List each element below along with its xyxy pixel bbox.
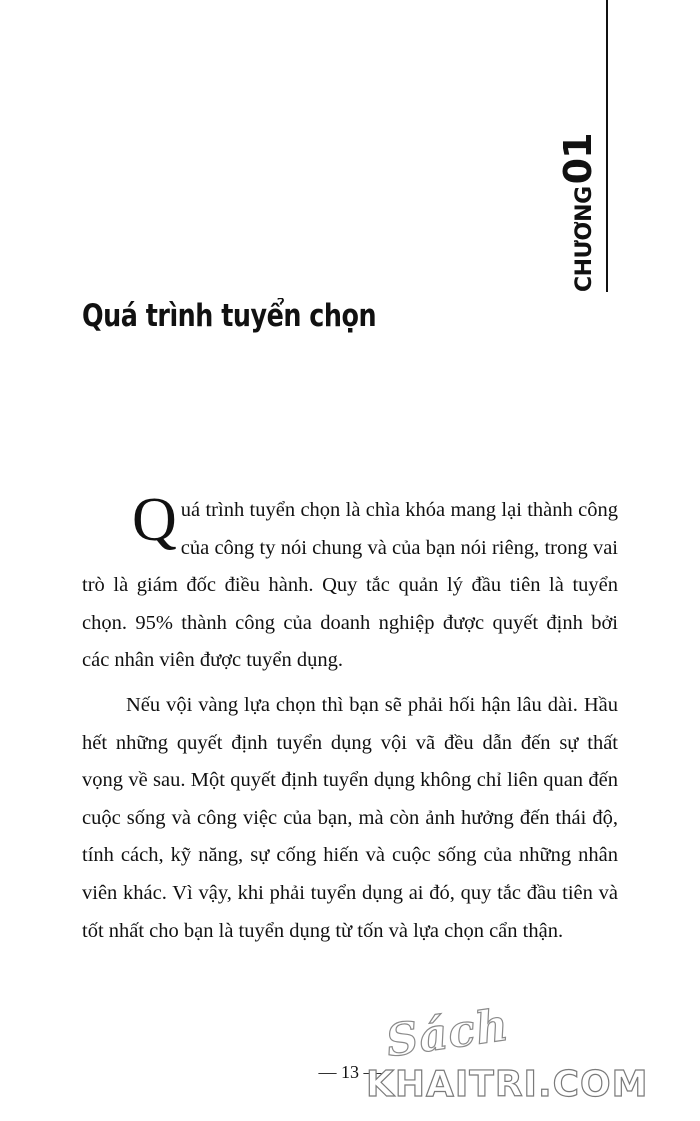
paragraph-1 bbox=[82, 486, 618, 680]
chapter-vertical-rule bbox=[606, 0, 608, 292]
chapter-label-number: 01 bbox=[556, 133, 600, 185]
watermark-logo bbox=[360, 999, 696, 1118]
chapter-label bbox=[556, 133, 602, 292]
chapter-title: Quá trình tuyển chọn bbox=[82, 298, 377, 334]
drop-cap: Q bbox=[132, 486, 177, 554]
watermark-script-text: Sách bbox=[383, 999, 513, 1068]
paragraph-1-text: uá trình tuyển chọn là chìa khóa mang lại thành công của công ty nói chung và của bạn nói riêng, trong vai trò là giám đốc điều hành. Quy tắc quản lý đầu tiên là tuyển chọn. 95% thành công của doanh nghiệp được quyết định bởi các nhân viên được tuyển dụng. bbox=[82, 499, 618, 672]
chapter-label-rotated bbox=[556, 133, 600, 292]
chapter-label-word: CHƯƠNG bbox=[572, 186, 597, 292]
page-number: — 13 — bbox=[318, 1062, 382, 1082]
watermark-brand-text: KHAITRI.COM bbox=[366, 1064, 649, 1105]
body-text bbox=[82, 486, 618, 950]
paragraph-2: Nếu vội vàng lựa chọn thì bạn sẽ phải hối hận lâu dài. Hầu hết những quyết định tuyển dụng vội vã đều dẫn đến sự thất vọng về sau. Một quyết định tuyển dụng không chỉ liên quan đến cuộc sống và công việc của bạn, mà còn ảnh hưởng đến thái độ, tính cách, kỹ năng, sự cống hiến và cuộc sống của những nhân viên khác. Vì vậy, khi phải tuyển dụng ai đó, quy tắc đầu tiên và tốt nhất cho bạn là tuyển dụng từ tốn và lựa chọn cẩn thận. bbox=[82, 693, 618, 942]
